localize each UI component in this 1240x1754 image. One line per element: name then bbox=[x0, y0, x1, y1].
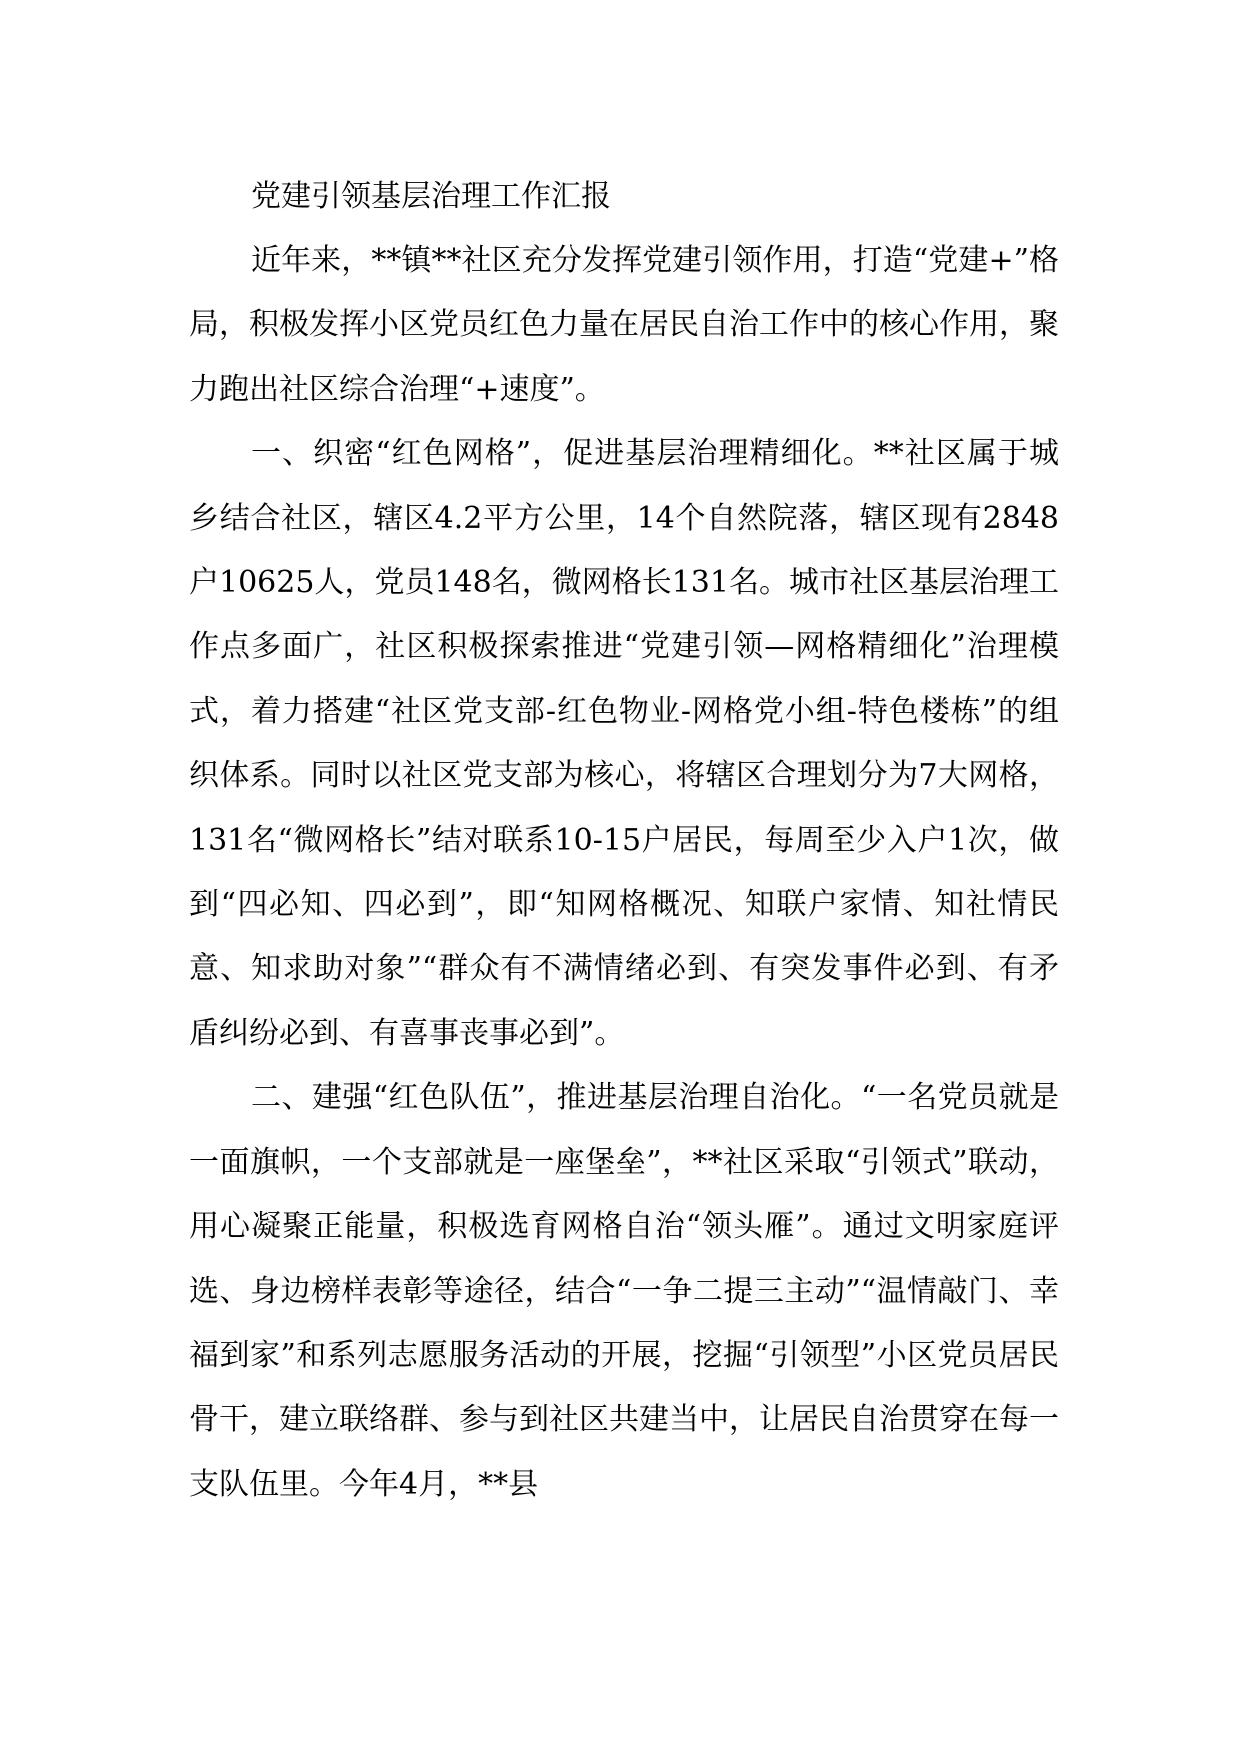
paragraph-intro: 近年来，**镇**社区充分发挥党建引领作用，打造“党建+”格局，积极发挥小区党员红色力量在居民自治工作中的核心作用，聚力跑出社区综合治理“+速度”。 bbox=[189, 243, 1059, 407]
document-title: 党建引领基层治理工作汇报 bbox=[251, 179, 611, 214]
paragraph-section-two: 二、建强“红色队伍”，推进基层治理自治化。“一名党员就是一面旗帜，一个支部就是一座堡垒”，**社区采取“引领式”联动，用心凝聚正能量，积极选育网格自治“领头雁”。通过文明家庭评选、身边榜样表彰等途径，结合“一争二提三主动”“温情敲门、幸福到家”和系列志愿服务活动的开展，挖掘“引领型”小区党员居民骨干，建立联络群、参与到社区共建当中，让居民自治贯穿在每一支队伍里。今年4月，**县 bbox=[189, 1080, 1059, 1502]
paragraph-section-one: 一、织密“红色网格”，促进基层治理精细化。**社区属于城乡结合社区，辖区4.2平方公里，14个自然院落，辖区现有2848户10625人，党员148名，微网格长131名。城市社区基层治理工作点多面广，社区积极探索推进“党建引领—网格精细化”治理模式，着力搭建“社区党支部-红色物业-网格党小组-特色楼栋”的组织体系。同时以社区党支部为核心，将辖区合理划分为7大网格，131名“微网格长”结对联系10-15户居民，每周至少入户1次，做到“四必知、四必到”，即“知网格概况、知联户家情、知社情民意、知求助对象”“群众有不满情绪必到、有突发事件必到、有矛盾纠纷必到、有喜事丧事必到”。 bbox=[189, 436, 1059, 1051]
document-body bbox=[189, 165, 1059, 1517]
